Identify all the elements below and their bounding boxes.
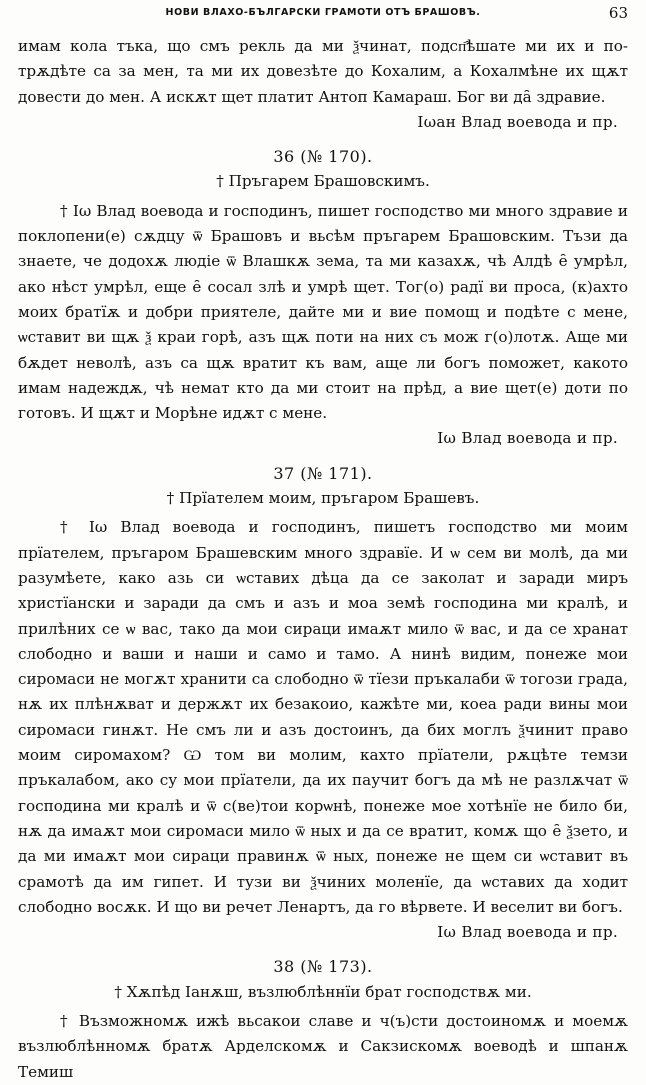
doc-36-text: † Іω Влад воевода и господинъ, пишет господство ми много здравие и поклопени(е) сѫдцу ѿ Брашовъ и вьсѣм пръгарем Брашовским. Тъзи да знаете, че додохѫ людіе ѿ Влашкѫ зема, та ми казахѫ, чѣ Алдѣ е̑ умрѣл, ако нѣст умрѣл, еще е̑ сосал злѣ и умрѣ щет. Тог(о) радї ви проса, (к)ахто моих братїѫ и добри приятеле, дайте ми и вие помощ и подѣте с мене, ѡставит ви щѫ ѯ краи горѣ, азъ щѫ поти на них съ мож г(о)лотѫ. Аще ми бѫдет неволѣ, азъ са щѫ вратит къ вам, аще ли богъ поможет, какото имам надеждѫ, чѣ немат кто да ми стоит на прѣд, а вие щет(е) доти по готовъ. И щѫт и Морѣне идѫт с мене. — [18, 201, 628, 423]
doc-0-text: имам кола тъка, що смъ рекль да ми ѯчинат, подсп҄ѣшате ми их и по-трѫдѣте са за мен, та ми их довезѣте до Кохалим, а Кохалмѣне их щѫт довести до мен. А искѫт щет платит Антоп Камараш. Бог ви да̑ здравие. — [18, 37, 628, 106]
doc-37-address: † Прїателем моим, пръгаром Брашевъ. — [166, 489, 480, 508]
running-title: НОВИ ВЛАХО-БЪЛГАРСКИ ГРАМОТИ ОТЪ БРАШОВЪ. — [165, 7, 481, 18]
doc-38-number: 38 (№ 173). — [273, 957, 373, 977]
doc-38-text: † Възможномѫ ижѣ вьсакои славе и ч(ъ)сти достоиномѫ и моемѫ възлюблѣнномѫ братѫ Арделскомѫ и Сакзискомѫ воеводѣ и шпанѫ Темиш — [18, 1011, 628, 1081]
doc-36-signature: Іω Влад воевода и пр. — [437, 429, 618, 448]
page-header — [18, 4, 628, 22]
doc-37-signature: Іω Влад воевода и пр. — [437, 923, 618, 942]
doc-0-signature: Іωан Влад воевода и пр. — [417, 112, 618, 131]
doc-37-number: 37 (№ 171). — [273, 463, 373, 483]
page-body — [18, 34, 628, 1085]
doc-38-address: † Хѫпѣд Іанѫш, възлюблѣннїи брат господствѫ ми. — [114, 982, 532, 1001]
doc-36-address: † Пръгарем Брашовскимъ. — [216, 172, 430, 191]
doc-36-number: 36 (№ 170). — [273, 147, 373, 167]
page-number: 63 — [608, 4, 628, 22]
doc-37-text: † Іω Влад воевода и господинъ, пишетъ господство ми моим прїателем, пръгаром Брашевским много здравїе. И ѡ сем ви молѣ, да ми разумѣете, како азь си ѡставих дѣца да се заколат и заради миръ христїански и заради да смъ и азъ и моа земѣ господина ми кралѣ, и прилѣних се ѡ вас, тако да мои сираци имаѫт мило ѿ вас, и да се хранат слободно и ваши и наши и само и тамо. А нинѣ видим, понеже мои сиромаси не могѫт хранити са слободно ѿ тїези пръкалаби ѿ тогози града, нѫ их плѣнѫват и держѫт их безакоио, кажѣте ми, коеа ради вины мои сиромаси гинѫт. Не смъ ли и азъ достоинъ, да бих моглъ ѯчинит право моим сиромахом? Ѡ том ви молим, кахто прїатели, рѫцѣте темзи пръкалабом, ако су мои прїатели, да их паучит богъ да мѣ не разлѫчат ѿ господина ми кралѣ и ѿ с(ве)тои корѡнѣ, понеже мое хотѣнїе не било би, нѫ да имаѫт мои сиромаси мило ѿ ных и да се вратит, комѫ що е̑ ѯзето, и да ми имаѫт мои сираци правинѫ ѿ ных, понеже не щем си ѡставит въ срамотѣ да им гипет. И тузи ви ѯчиних моленїе, да ѡставих да ходит слободно восѫк. И що ви речет Ленартъ, да го вѣрвете. И веселит ви богъ. — [18, 518, 628, 916]
